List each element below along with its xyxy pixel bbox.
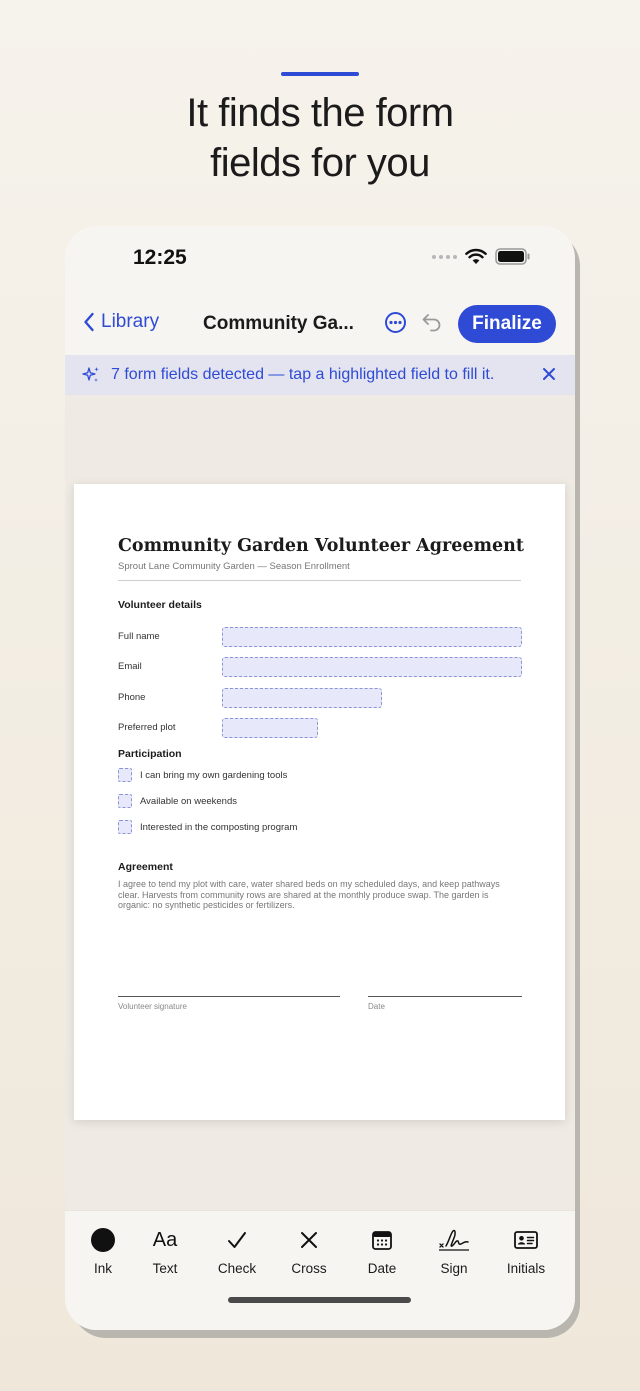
tool-initials-label: Initials (506, 1261, 546, 1276)
doc-heading: Community Garden Volunteer Agreement (118, 536, 524, 556)
checkbox-label-weekends: Available on weekends (140, 796, 238, 807)
status-icons (432, 248, 531, 265)
date-line (368, 996, 522, 997)
signal-dots-icon (432, 255, 457, 259)
checkbox-weekends[interactable] (118, 794, 132, 808)
nav-bar (65, 302, 575, 346)
undo-button[interactable] (421, 311, 443, 338)
tool-cross-label: Cross (291, 1261, 327, 1276)
tool-date[interactable] (352, 1225, 412, 1276)
checkbox-label-own-tools: I can bring my own gardening tools (140, 770, 288, 781)
tool-check-label: Check (217, 1261, 257, 1276)
signature-line (118, 996, 340, 997)
section-agreement: Agreement (118, 861, 173, 873)
tool-sign[interactable] (424, 1225, 484, 1276)
checkmark-icon (226, 1229, 248, 1251)
label-full-name: Full name (118, 631, 160, 642)
field-phone[interactable] (222, 688, 382, 708)
label-preferred-plot: Preferred plot (118, 722, 176, 733)
detection-banner (65, 355, 575, 395)
home-indicator (228, 1297, 411, 1303)
sparkle-icon (81, 365, 101, 385)
signature-icon (438, 1227, 470, 1253)
label-phone: Phone (118, 692, 146, 703)
field-preferred-plot[interactable] (222, 718, 318, 738)
calendar-icon (371, 1229, 393, 1251)
section-participation: Participation (118, 748, 182, 760)
more-options-button[interactable] (384, 311, 407, 339)
status-time: 12:25 (133, 246, 187, 269)
tool-check[interactable] (207, 1225, 267, 1276)
ink-dot-icon (90, 1227, 116, 1253)
agreement-text: I agree to tend my plot with care, water shared beds on my scheduled days, and keep pathways clear. Harvests from community rows are shared at the monthly produce swap. The garden is organic: no synthetic pesticides or fertilizers. (118, 879, 500, 910)
wifi-icon (465, 248, 487, 265)
headline (0, 88, 640, 188)
ellipsis-circle-icon (384, 311, 407, 334)
headline-accent-bar (281, 72, 359, 76)
headline-line-1: It finds the form (186, 91, 454, 135)
battery-icon (495, 248, 531, 265)
field-email[interactable] (222, 657, 522, 677)
annotation-toolbar (65, 1210, 575, 1330)
document-canvas (65, 395, 575, 1210)
checkbox-own-tools[interactable] (118, 768, 132, 782)
checkbox-composting[interactable] (118, 820, 132, 834)
tool-initials[interactable] (496, 1225, 556, 1276)
text-aa-icon: Aa (152, 1228, 178, 1251)
tool-text-label: Text (152, 1261, 178, 1276)
tool-cross[interactable] (279, 1225, 339, 1276)
finalize-button[interactable]: Finalize (458, 305, 556, 343)
field-full-name[interactable] (222, 627, 522, 647)
banner-text: 7 form fields detected — tap a highlighted field to fill it. (111, 366, 495, 383)
section-volunteer-details: Volunteer details (118, 599, 202, 611)
doc-subtitle: Sprout Lane Community Garden — Season Enrollment (118, 561, 350, 572)
tool-ink-label: Ink (93, 1261, 112, 1276)
cross-icon (299, 1230, 319, 1250)
checkbox-label-composting: Interested in the composting program (140, 822, 298, 833)
document-page (74, 484, 565, 1120)
date-caption: Date (368, 1002, 385, 1011)
tool-ink[interactable] (73, 1225, 133, 1276)
close-banner-icon[interactable] (541, 366, 557, 382)
tool-sign-label: Sign (440, 1261, 468, 1276)
chevron-left-icon (83, 312, 95, 332)
signature-caption: Volunteer signature (118, 1002, 187, 1011)
back-label: Library (101, 311, 160, 332)
tool-date-label: Date (367, 1261, 397, 1276)
id-card-icon (514, 1230, 538, 1250)
undo-icon (421, 311, 443, 333)
divider (118, 580, 521, 581)
label-email: Email (118, 661, 142, 672)
back-to-library-button[interactable] (83, 311, 159, 333)
document-title: Community Ga... (203, 313, 354, 334)
phone-frame (65, 226, 575, 1330)
tool-text[interactable] (135, 1225, 195, 1276)
headline-line-2: fields for you (210, 141, 430, 185)
